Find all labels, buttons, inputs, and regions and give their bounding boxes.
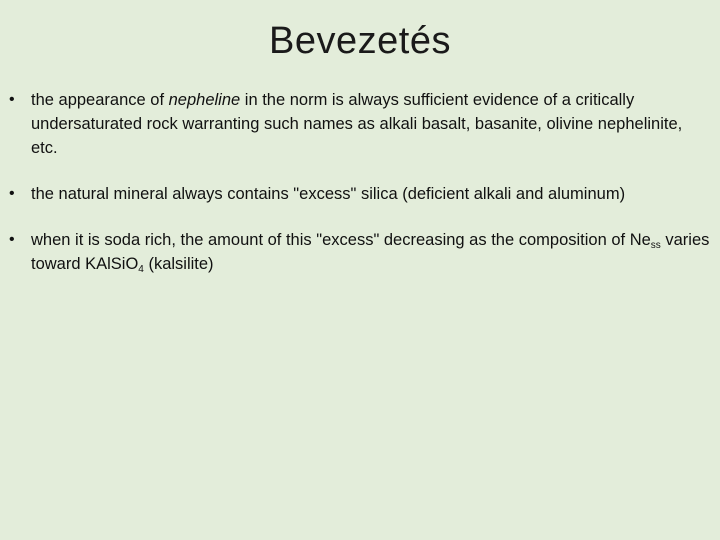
bullet-text-part: varies toward KAlSiO [31, 231, 710, 273]
bullet-marker: • [9, 91, 15, 108]
bullet-text-part: when it is soda rich, the amount of this "excess" decreasing as the composition of Ne [31, 231, 651, 249]
subscript-ss: ss [650, 240, 661, 251]
bullet-list [0, 88, 720, 276]
bullet-text-part: in the norm is always sufficient evidence of a critically undersaturated rock warranting such names as alkali basalt, basanite, olivine nephelinite, etc. [31, 91, 683, 157]
bullet-item-nepheline-norm [0, 88, 720, 160]
bullet-text-part: the appearance of [31, 91, 169, 109]
bullet-marker: • [9, 231, 15, 248]
slide-title: Bevezetés [269, 20, 451, 62]
bullet-item-soda-rich [0, 228, 720, 276]
bullet-item-excess-silica [0, 182, 720, 206]
subscript-4: 4 [138, 264, 144, 275]
bullet-text-italic: nepheline [168, 91, 241, 109]
bullet-text-part: (kalsilite) [143, 255, 214, 273]
bullet-marker: • [9, 185, 15, 202]
bullet-text: the natural mineral always contains "excess" silica (deficient alkali and aluminum) [31, 185, 626, 203]
